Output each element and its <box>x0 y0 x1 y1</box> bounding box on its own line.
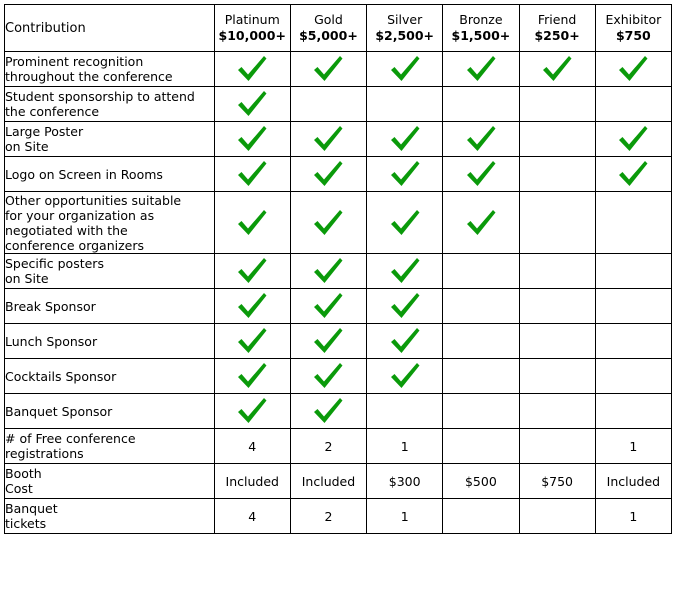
level-amount: $5,000+ <box>299 28 358 43</box>
level-name: Platinum <box>224 12 280 27</box>
value-cell: $500 <box>443 464 519 499</box>
check-cell <box>290 359 366 394</box>
check-icon <box>464 53 498 85</box>
check-cell <box>290 122 366 157</box>
empty-cell <box>367 394 443 429</box>
check-cell <box>290 289 366 324</box>
table-row <box>5 289 672 324</box>
check-icon <box>311 255 345 287</box>
empty-cell <box>595 289 671 324</box>
table-row <box>5 394 672 429</box>
row-label: Prominent recognition throughout the conference <box>5 52 215 87</box>
check-icon <box>388 290 422 322</box>
row-label: Cocktails Sponsor <box>5 359 215 394</box>
level-name: Friend <box>537 12 577 27</box>
check-cell <box>367 192 443 254</box>
check-icon <box>311 395 345 427</box>
row-label: Specific posters on Site <box>5 254 215 289</box>
check-icon <box>235 395 269 427</box>
check-icon <box>235 325 269 357</box>
check-cell <box>367 254 443 289</box>
check-icon <box>235 158 269 190</box>
check-icon <box>388 255 422 287</box>
empty-cell <box>443 254 519 289</box>
empty-cell <box>443 394 519 429</box>
row-label: Large Poster on Site <box>5 122 215 157</box>
table-row <box>5 87 672 122</box>
row-label: Booth Cost <box>5 464 215 499</box>
level-name: Gold <box>314 12 343 27</box>
check-icon <box>235 53 269 85</box>
table-row <box>5 464 672 499</box>
row-label: Banquet Sponsor <box>5 394 215 429</box>
check-cell <box>290 52 366 87</box>
empty-cell <box>443 429 519 464</box>
sponsorship-table <box>4 4 672 534</box>
check-icon <box>388 123 422 155</box>
table-row <box>5 122 672 157</box>
header-row <box>5 5 672 52</box>
check-icon <box>388 325 422 357</box>
value-cell: 1 <box>367 499 443 534</box>
check-cell <box>367 157 443 192</box>
value-cell: Included <box>214 464 290 499</box>
check-cell <box>290 157 366 192</box>
check-icon <box>464 207 498 239</box>
check-cell <box>214 254 290 289</box>
row-label: Break Sponsor <box>5 289 215 324</box>
value-cell: 4 <box>214 499 290 534</box>
check-icon <box>464 158 498 190</box>
row-label: Lunch Sponsor <box>5 324 215 359</box>
check-icon <box>311 123 345 155</box>
check-cell <box>214 324 290 359</box>
check-cell <box>290 394 366 429</box>
empty-cell <box>443 359 519 394</box>
empty-cell <box>443 289 519 324</box>
table-row <box>5 499 672 534</box>
table-row <box>5 429 672 464</box>
empty-cell <box>519 87 595 122</box>
table-row <box>5 254 672 289</box>
check-cell <box>367 52 443 87</box>
empty-cell <box>367 87 443 122</box>
empty-cell <box>595 324 671 359</box>
check-icon <box>235 255 269 287</box>
level-amount: $750 <box>615 28 651 43</box>
check-cell <box>443 192 519 254</box>
table-row <box>5 157 672 192</box>
level-amount: $10,000+ <box>218 28 286 43</box>
check-cell <box>443 157 519 192</box>
empty-cell <box>443 499 519 534</box>
row-label: Other opportunities suitable for your organization as negotiated with the conference organizers <box>5 192 215 254</box>
table-row <box>5 192 672 254</box>
empty-cell <box>519 289 595 324</box>
check-icon <box>235 88 269 120</box>
check-icon <box>311 53 345 85</box>
check-cell <box>214 394 290 429</box>
check-icon <box>311 158 345 190</box>
empty-cell <box>595 254 671 289</box>
empty-cell <box>519 499 595 534</box>
check-cell <box>367 324 443 359</box>
empty-cell <box>443 87 519 122</box>
check-cell <box>595 157 671 192</box>
table-body <box>5 52 672 534</box>
check-cell <box>214 157 290 192</box>
table-row <box>5 52 672 87</box>
level-header-platinum <box>214 5 290 52</box>
level-amount: $1,500+ <box>451 28 511 43</box>
check-cell <box>214 289 290 324</box>
table-row <box>5 324 672 359</box>
empty-cell <box>519 359 595 394</box>
value-cell: Included <box>290 464 366 499</box>
level-name: Silver <box>387 12 423 27</box>
check-cell <box>214 359 290 394</box>
check-cell <box>214 122 290 157</box>
contribution-header: Contribution <box>5 5 215 52</box>
empty-cell <box>595 394 671 429</box>
value-cell: 2 <box>290 429 366 464</box>
check-cell <box>214 52 290 87</box>
check-cell <box>214 192 290 254</box>
check-icon <box>616 53 650 85</box>
check-cell <box>595 122 671 157</box>
level-header-silver <box>367 5 443 52</box>
check-cell <box>290 254 366 289</box>
check-cell <box>443 52 519 87</box>
empty-cell <box>595 359 671 394</box>
row-label: # of Free conference registrations <box>5 429 215 464</box>
level-header-bronze <box>443 5 519 52</box>
check-cell <box>519 52 595 87</box>
empty-cell <box>519 192 595 254</box>
value-cell: 2 <box>290 499 366 534</box>
level-name: Exhibitor <box>605 12 662 27</box>
check-cell <box>214 87 290 122</box>
check-icon <box>235 360 269 392</box>
check-icon <box>235 290 269 322</box>
check-icon <box>388 360 422 392</box>
check-icon <box>311 290 345 322</box>
check-icon <box>388 207 422 239</box>
empty-cell <box>443 324 519 359</box>
check-cell <box>367 289 443 324</box>
empty-cell <box>519 122 595 157</box>
empty-cell <box>519 157 595 192</box>
empty-cell <box>290 87 366 122</box>
level-header-gold <box>290 5 366 52</box>
check-icon <box>311 325 345 357</box>
empty-cell <box>519 254 595 289</box>
check-icon <box>311 207 345 239</box>
empty-cell <box>519 429 595 464</box>
level-name: Bronze <box>459 12 503 27</box>
level-header-friend <box>519 5 595 52</box>
value-cell: 1 <box>367 429 443 464</box>
check-cell <box>367 122 443 157</box>
value-cell: $750 <box>519 464 595 499</box>
level-amount: $250+ <box>534 28 580 43</box>
check-icon <box>388 158 422 190</box>
check-icon <box>464 123 498 155</box>
check-cell <box>367 359 443 394</box>
check-icon <box>540 53 574 85</box>
value-cell: 4 <box>214 429 290 464</box>
value-cell: $300 <box>367 464 443 499</box>
level-amount: $2,500+ <box>375 28 435 43</box>
check-icon <box>311 360 345 392</box>
check-cell <box>443 122 519 157</box>
check-cell <box>595 52 671 87</box>
check-cell <box>290 324 366 359</box>
check-icon <box>388 53 422 85</box>
row-label: Student sponsorship to attend the conference <box>5 87 215 122</box>
value-cell: 1 <box>595 429 671 464</box>
empty-cell <box>595 87 671 122</box>
check-cell <box>290 192 366 254</box>
empty-cell <box>519 324 595 359</box>
table-row <box>5 359 672 394</box>
value-cell: 1 <box>595 499 671 534</box>
check-icon <box>616 123 650 155</box>
value-cell: Included <box>595 464 671 499</box>
check-icon <box>235 123 269 155</box>
check-icon <box>616 158 650 190</box>
empty-cell <box>519 394 595 429</box>
row-label: Logo on Screen in Rooms <box>5 157 215 192</box>
row-label: Banquet tickets <box>5 499 215 534</box>
empty-cell <box>595 192 671 254</box>
check-icon <box>235 207 269 239</box>
level-header-exhibitor <box>595 5 671 52</box>
